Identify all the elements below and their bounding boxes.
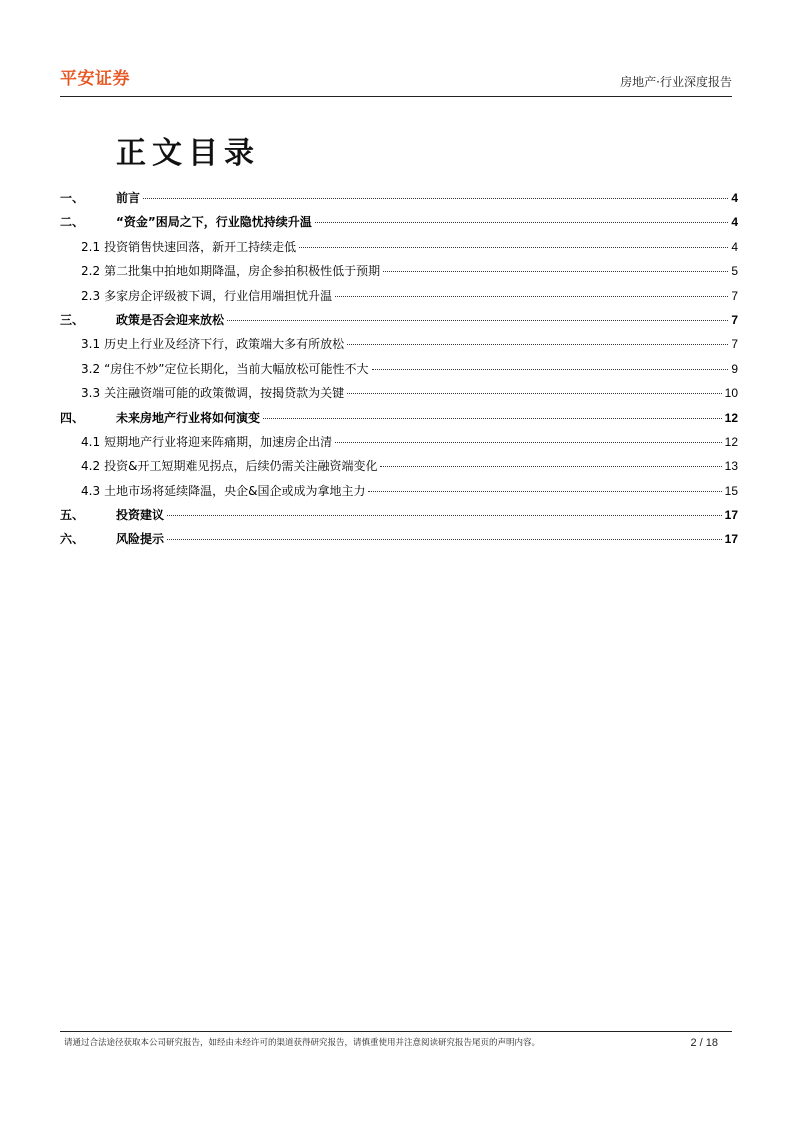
toc-entry-title: “房住不炒”定位长期化，当前大幅放松可能性不大 xyxy=(104,361,369,376)
toc-entry-number: 4.1 xyxy=(81,434,101,449)
toc-entry[interactable] xyxy=(60,284,738,308)
toc-entry-number: 3.2 xyxy=(81,361,101,376)
toc-dot-leader xyxy=(372,369,729,370)
toc-entry-title: 第二批集中拍地如期降温，房企参拍积极性低于预期 xyxy=(104,264,381,279)
toc-dot-leader xyxy=(143,198,728,199)
toc-entry[interactable] xyxy=(60,479,738,503)
toc-entry-number: 4.3 xyxy=(81,483,101,498)
toc-dot-leader xyxy=(383,271,728,272)
toc-entry[interactable] xyxy=(60,527,738,551)
toc-entry[interactable] xyxy=(60,406,738,430)
toc-entry-number: 六、 xyxy=(60,532,85,547)
toc-entry-title: 短期地产行业将迎来阵痛期，加速房企出清 xyxy=(104,434,333,449)
toc-dot-leader xyxy=(167,539,722,540)
toc-entry-page: 9 xyxy=(731,361,738,376)
toc-entry-number: 四、 xyxy=(60,410,85,425)
toc-entry-page: 5 xyxy=(731,264,738,279)
toc-entry-page: 10 xyxy=(724,386,738,401)
toc-entry[interactable] xyxy=(60,235,738,259)
toc-entry-page: 7 xyxy=(731,312,738,327)
toc-entry-page: 17 xyxy=(724,532,738,547)
toc-entry-number: 3.1 xyxy=(81,337,101,352)
toc-entry-title: 投资销售快速回落，新开工持续走低 xyxy=(104,239,297,254)
toc-entry[interactable] xyxy=(60,430,738,454)
toc-entry-title: 多家房企评级被下调，行业信用端担忧升温 xyxy=(104,288,333,303)
toc-entry-title: 关注融资端可能的政策微调，按揭贷款为关键 xyxy=(104,386,345,401)
toc-dot-leader xyxy=(315,222,729,223)
toc-entry-number: 2.3 xyxy=(81,288,101,303)
toc-entry-title: 投资&开工短期难见拐点，后续仍需关注融资端变化 xyxy=(104,459,378,474)
toc-entry-page: 4 xyxy=(731,239,738,254)
toc-entry[interactable] xyxy=(60,210,738,234)
toc-entry[interactable] xyxy=(60,332,738,356)
toc-entry-page: 15 xyxy=(724,483,738,498)
toc-entry-number: 2.2 xyxy=(81,264,101,279)
toc-entry[interactable] xyxy=(60,259,738,283)
page-number: 2 / 18 xyxy=(690,1037,718,1049)
toc-dot-leader xyxy=(335,296,728,297)
toc-dot-leader xyxy=(347,393,722,394)
toc-entry-title: 历史上行业及经济下行，政策端大多有所放松 xyxy=(104,337,345,352)
toc-entry-page: 7 xyxy=(731,288,738,303)
table-of-contents xyxy=(60,186,738,552)
toc-dot-leader xyxy=(347,344,728,345)
toc-dot-leader xyxy=(335,442,722,443)
toc-dot-leader xyxy=(227,320,728,321)
toc-entry-title: 风险提示 xyxy=(116,532,165,547)
company-logo: 平安证券 xyxy=(60,69,130,89)
toc-entry-number: 二、 xyxy=(60,215,85,230)
toc-entry[interactable] xyxy=(60,186,738,210)
toc-entry-page: 12 xyxy=(724,410,738,425)
toc-entry-number: 五、 xyxy=(60,508,85,523)
toc-entry-number: 一、 xyxy=(60,191,85,205)
toc-entry[interactable] xyxy=(60,503,738,527)
toc-title: 正文目录 xyxy=(116,136,260,171)
toc-dot-leader xyxy=(263,418,722,419)
toc-entry[interactable] xyxy=(60,454,738,478)
header-divider xyxy=(60,96,732,97)
toc-entry[interactable] xyxy=(60,357,738,381)
toc-entry-title: 投资建议 xyxy=(116,508,165,523)
toc-entry-page: 13 xyxy=(724,459,738,474)
toc-entry-title: 政策是否会迎来放松 xyxy=(116,312,225,327)
toc-entry-page: 4 xyxy=(731,215,738,230)
footer-disclaimer: 请通过合法途径获取本公司研究报告，如经由未经许可的渠道获得研究报告，请慎重使用并注意阅读研究报告尾页的声明内容。 xyxy=(64,1038,541,1048)
toc-dot-leader xyxy=(167,515,722,516)
footer-divider xyxy=(60,1031,732,1032)
report-type-label: 房地产·行业深度报告 xyxy=(620,75,732,89)
toc-entry-page: 17 xyxy=(724,508,738,523)
toc-entry-page: 12 xyxy=(724,434,738,449)
toc-entry-page: 7 xyxy=(731,337,738,352)
toc-entry-number: 3.3 xyxy=(81,386,101,401)
toc-entry[interactable] xyxy=(60,381,738,405)
toc-entry-number: 2.1 xyxy=(81,239,101,254)
toc-dot-leader xyxy=(368,491,721,492)
toc-dot-leader xyxy=(299,247,728,248)
toc-entry[interactable] xyxy=(60,308,738,332)
toc-entry-title: 未来房地产行业将如何演变 xyxy=(116,410,261,425)
toc-entry-number: 三、 xyxy=(60,312,85,327)
toc-entry-title: 前言 xyxy=(116,191,141,205)
toc-dot-leader xyxy=(380,466,721,467)
toc-entry-number: 4.2 xyxy=(81,459,101,474)
toc-entry-title: “资金”困局之下，行业隐忧持续升温 xyxy=(116,215,312,230)
toc-entry-page: 4 xyxy=(731,191,738,205)
toc-entry-title: 土地市场将延续降温，央企&国企或成为拿地主力 xyxy=(104,483,366,498)
